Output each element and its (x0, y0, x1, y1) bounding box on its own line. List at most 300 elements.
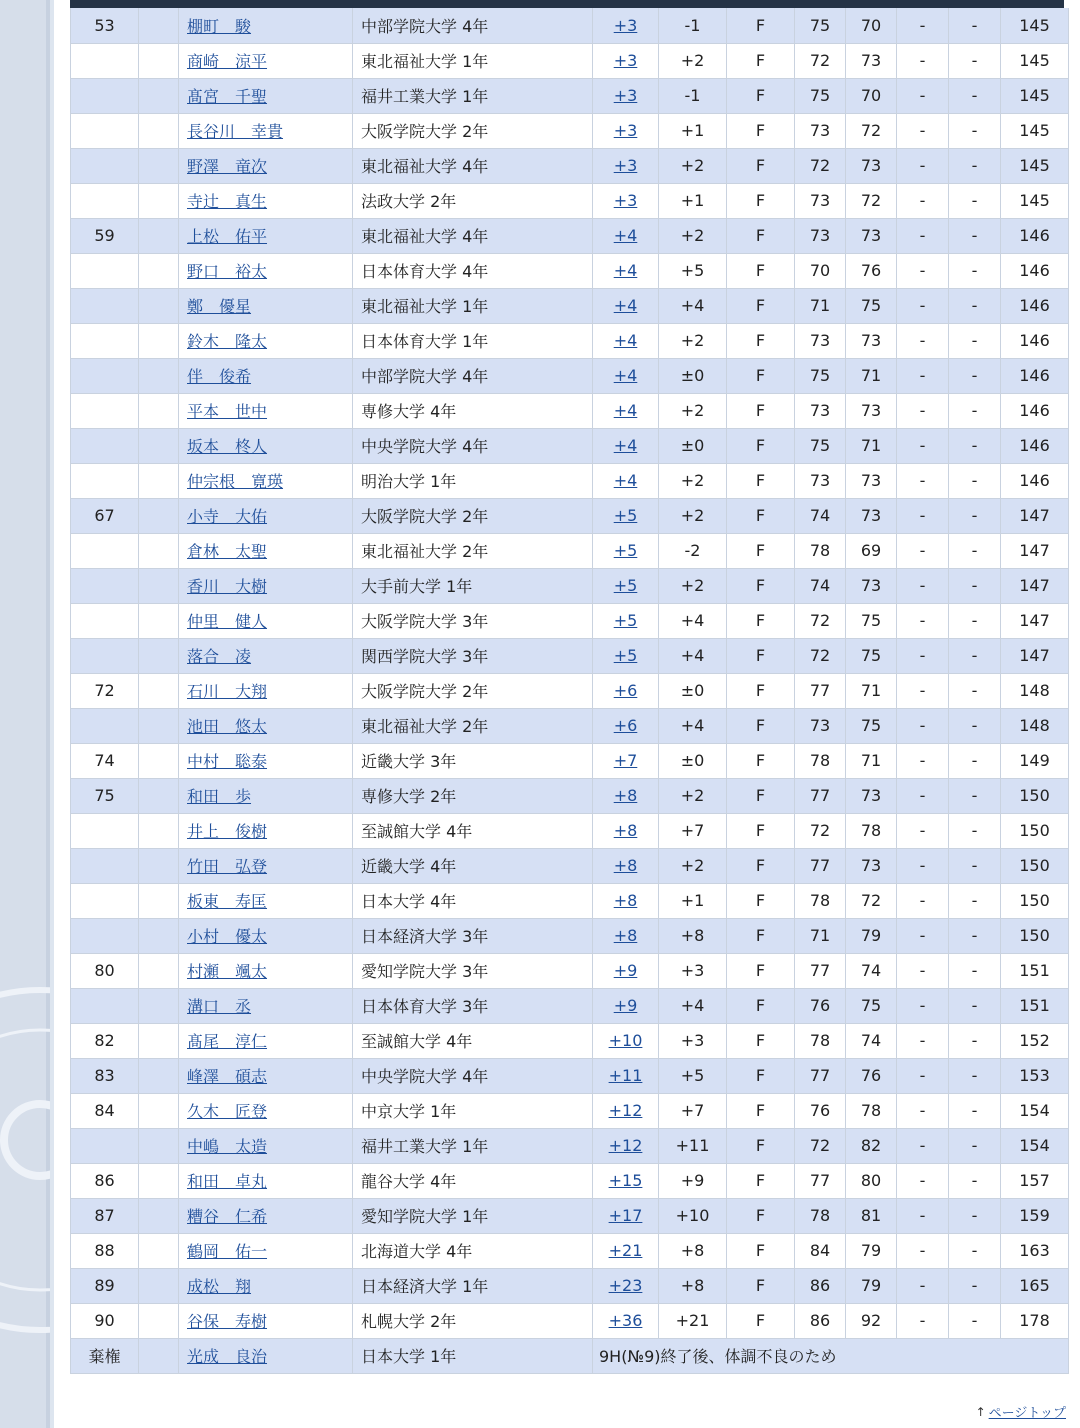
total-score-cell: 150 (1001, 848, 1069, 883)
hole-status-cell: F (727, 778, 795, 813)
total-par-cell (593, 1093, 659, 1128)
total-par-cell (593, 218, 659, 253)
score-detail-link[interactable]: +3 (613, 51, 638, 70)
table-row (71, 1198, 1069, 1233)
hole-status-cell: F (727, 1023, 795, 1058)
total-par-cell (593, 323, 659, 358)
total-par-cell (593, 1233, 659, 1268)
player-link[interactable]: 池田 悠太 (187, 717, 268, 736)
table-row (71, 323, 1069, 358)
school-cell: 東北福祉大学 2年 (353, 708, 593, 743)
rank-cell: 86 (71, 1163, 139, 1198)
score-detail-link[interactable]: +4 (613, 296, 638, 315)
table-row (71, 603, 1069, 638)
school-cell: 中央学院大学 4年 (353, 1058, 593, 1093)
total-score-cell: 146 (1001, 288, 1069, 323)
round4-score-cell: - (949, 323, 1001, 358)
round2-score-cell: 73 (846, 148, 897, 183)
name-cell (179, 253, 353, 288)
page-top-label[interactable]: ページトップ (988, 1406, 1066, 1421)
school-cell: 中部学院大学 4年 (353, 8, 593, 43)
name-cell (179, 918, 353, 953)
score-detail-link[interactable]: +36 (608, 1311, 643, 1330)
round1-score-cell: 73 (795, 463, 846, 498)
hole-status-cell: F (727, 638, 795, 673)
player-link[interactable]: 倉林 太聖 (187, 542, 268, 561)
rank-cell: 87 (71, 1198, 139, 1233)
total-score-cell: 145 (1001, 148, 1069, 183)
round4-score-cell: - (949, 638, 1001, 673)
name-cell (179, 568, 353, 603)
round1-score-cell: 78 (795, 743, 846, 778)
round2-score-cell: 70 (846, 78, 897, 113)
round-par-cell: +7 (659, 1093, 727, 1128)
player-link[interactable]: 小村 優太 (187, 927, 268, 946)
player-link[interactable]: 鶴岡 佑一 (187, 1242, 268, 1261)
name-cell (179, 603, 353, 638)
score-detail-link[interactable]: +6 (613, 716, 638, 735)
table-row (71, 708, 1069, 743)
round1-score-cell: 77 (795, 848, 846, 883)
total-par-cell (593, 988, 659, 1023)
name-cell (179, 1023, 353, 1058)
table-row (71, 1023, 1069, 1058)
total-score-cell: 159 (1001, 1198, 1069, 1233)
score-detail-link[interactable]: +4 (613, 366, 638, 385)
hole-status-cell: F (727, 1268, 795, 1303)
round2-score-cell: 81 (846, 1198, 897, 1233)
round4-score-cell: - (949, 918, 1001, 953)
total-par-cell (593, 953, 659, 988)
round2-score-cell: 92 (846, 1303, 897, 1338)
player-link[interactable]: 野口 裕太 (187, 262, 268, 281)
score-detail-link[interactable]: +10 (608, 1031, 643, 1050)
total-par-cell (593, 288, 659, 323)
round3-score-cell: - (897, 848, 949, 883)
rank-cell (71, 148, 139, 183)
blank-cell (139, 918, 179, 953)
hole-status-cell: F (727, 78, 795, 113)
player-link[interactable]: 平本 世中 (187, 402, 268, 421)
rank-cell: 67 (71, 498, 139, 533)
name-cell (179, 288, 353, 323)
round-par-cell: -1 (659, 78, 727, 113)
school-cell: 至誠館大学 4年 (353, 813, 593, 848)
hole-status-cell: F (727, 183, 795, 218)
round-par-cell: +2 (659, 568, 727, 603)
player-link[interactable]: 鈴木 隆太 (187, 332, 268, 351)
player-link[interactable]: 落合 凌 (187, 647, 252, 666)
table-row (71, 43, 1069, 78)
rank-cell (71, 638, 139, 673)
total-score-cell: 152 (1001, 1023, 1069, 1058)
player-link[interactable]: 久木 匠登 (187, 1102, 268, 1121)
hole-status-cell: F (727, 43, 795, 78)
school-cell: 中部学院大学 4年 (353, 358, 593, 393)
round-par-cell: +2 (659, 463, 727, 498)
player-link[interactable]: 仲宗根 寛瑛 (187, 472, 284, 491)
name-cell (179, 1303, 353, 1338)
total-score-cell: 145 (1001, 113, 1069, 148)
total-score-cell: 150 (1001, 813, 1069, 848)
score-detail-link[interactable]: +15 (608, 1171, 643, 1190)
round4-score-cell: - (949, 218, 1001, 253)
round2-score-cell: 71 (846, 428, 897, 463)
score-detail-link[interactable]: +3 (613, 191, 638, 210)
player-link[interactable]: 寺辻 真生 (187, 192, 268, 211)
total-par-cell (593, 638, 659, 673)
round3-score-cell: - (897, 1023, 949, 1058)
table-row (71, 1268, 1069, 1303)
round3-score-cell: - (897, 988, 949, 1023)
player-link[interactable]: 光成 良治 (187, 1347, 268, 1366)
score-detail-link[interactable]: +11 (608, 1066, 643, 1085)
score-detail-link[interactable]: +5 (613, 576, 638, 595)
hole-status-cell: F (727, 358, 795, 393)
round2-score-cell: 72 (846, 183, 897, 218)
round4-score-cell: - (949, 1093, 1001, 1128)
player-link[interactable]: 髙尾 淳仁 (187, 1032, 268, 1051)
hole-status-cell: F (727, 498, 795, 533)
school-cell: 大手前大学 1年 (353, 568, 593, 603)
hole-status-cell: F (727, 673, 795, 708)
player-link[interactable]: 髙宮 千聖 (187, 87, 268, 106)
round-par-cell: ±0 (659, 358, 727, 393)
blank-cell (139, 1338, 179, 1373)
blank-cell (139, 568, 179, 603)
total-par-cell (593, 498, 659, 533)
hole-status-cell: F (727, 1058, 795, 1093)
blank-cell (139, 1093, 179, 1128)
round2-score-cell: 72 (846, 113, 897, 148)
round2-score-cell: 75 (846, 988, 897, 1023)
round2-score-cell: 71 (846, 358, 897, 393)
player-link[interactable]: 板東 寿匡 (187, 892, 268, 911)
score-detail-link[interactable]: +9 (613, 961, 638, 980)
round-par-cell: +7 (659, 813, 727, 848)
round4-score-cell: - (949, 43, 1001, 78)
school-cell: 東北福祉大学 4年 (353, 148, 593, 183)
blank-cell (139, 498, 179, 533)
table-row (71, 148, 1069, 183)
score-detail-link[interactable]: +5 (613, 506, 638, 525)
round2-score-cell: 73 (846, 218, 897, 253)
name-cell (179, 778, 353, 813)
round3-score-cell: - (897, 673, 949, 708)
round4-score-cell: - (949, 1198, 1001, 1233)
player-link[interactable]: 村瀬 颯太 (187, 962, 268, 981)
blank-cell (139, 883, 179, 918)
total-score-cell: 146 (1001, 358, 1069, 393)
total-score-cell: 146 (1001, 428, 1069, 463)
table-row (71, 918, 1069, 953)
score-detail-link[interactable]: +3 (613, 15, 638, 35)
player-link[interactable]: 和田 卓丸 (187, 1172, 268, 1191)
round4-score-cell: - (949, 358, 1001, 393)
round2-score-cell: 69 (846, 533, 897, 568)
round1-score-cell: 74 (795, 498, 846, 533)
round-par-cell: +1 (659, 183, 727, 218)
round3-score-cell: - (897, 813, 949, 848)
player-link[interactable]: 峰澤 碩志 (187, 1067, 268, 1086)
total-par-cell (593, 78, 659, 113)
round2-score-cell: 79 (846, 1268, 897, 1303)
player-link[interactable]: 竹田 弘登 (187, 857, 268, 876)
total-score-cell: 147 (1001, 533, 1069, 568)
score-detail-link[interactable]: +17 (608, 1206, 643, 1225)
total-par-cell (593, 533, 659, 568)
round4-score-cell: - (949, 533, 1001, 568)
blank-cell (139, 1303, 179, 1338)
player-link[interactable]: 井上 俊樹 (187, 822, 268, 841)
score-detail-link[interactable]: +12 (608, 1101, 643, 1120)
round2-score-cell: 78 (846, 813, 897, 848)
round1-score-cell: 78 (795, 1023, 846, 1058)
blank-cell (139, 463, 179, 498)
name-cell (179, 1058, 353, 1093)
round3-score-cell: - (897, 743, 949, 778)
round3-score-cell: - (897, 323, 949, 358)
player-link[interactable]: 野澤 竜次 (187, 157, 268, 176)
table-header-bar (70, 0, 1064, 8)
round-par-cell: +8 (659, 918, 727, 953)
score-detail-link[interactable]: +3 (613, 156, 638, 175)
blank-cell (139, 288, 179, 323)
score-detail-link[interactable]: +8 (613, 786, 638, 805)
player-link[interactable]: 伴 俊希 (187, 367, 252, 386)
hole-status-cell: F (727, 393, 795, 428)
round1-score-cell: 78 (795, 1198, 846, 1233)
rank-cell (71, 428, 139, 463)
blank-cell (139, 1268, 179, 1303)
rank-cell: 82 (71, 1023, 139, 1058)
total-score-cell: 147 (1001, 603, 1069, 638)
table-row (71, 568, 1069, 603)
player-link[interactable]: 鄭 優星 (187, 297, 252, 316)
total-par-cell (593, 1268, 659, 1303)
round4-score-cell: - (949, 673, 1001, 708)
player-link[interactable]: 香川 大樹 (187, 577, 268, 596)
table-row (71, 113, 1069, 148)
player-link[interactable]: 棚町 駿 (187, 16, 252, 36)
round4-score-cell: - (949, 183, 1001, 218)
round4-score-cell: - (949, 988, 1001, 1023)
round-par-cell: +2 (659, 43, 727, 78)
player-link[interactable]: 仲里 健人 (187, 612, 268, 631)
table-row (71, 883, 1069, 918)
total-par-cell (593, 8, 659, 43)
round1-score-cell: 86 (795, 1268, 846, 1303)
score-detail-link[interactable]: +6 (613, 681, 638, 700)
player-link[interactable]: 小寺 大佑 (187, 507, 268, 526)
round1-score-cell: 73 (795, 708, 846, 743)
round2-score-cell: 75 (846, 288, 897, 323)
round1-score-cell: 78 (795, 883, 846, 918)
round2-score-cell: 73 (846, 568, 897, 603)
round-par-cell: ±0 (659, 743, 727, 778)
name-cell (179, 673, 353, 708)
table-row (71, 463, 1069, 498)
round4-score-cell: - (949, 78, 1001, 113)
score-detail-link[interactable]: +4 (613, 331, 638, 350)
player-link[interactable]: 商崎 涼平 (187, 52, 268, 71)
player-link[interactable]: 坂本 柊人 (187, 437, 268, 456)
player-link[interactable]: 溝口 丞 (187, 997, 252, 1016)
total-par-cell (593, 253, 659, 288)
rank-cell: 75 (71, 778, 139, 813)
score-detail-link[interactable]: +4 (613, 436, 638, 455)
school-cell: 日本大学 4年 (353, 883, 593, 918)
round3-score-cell: - (897, 148, 949, 183)
score-detail-link[interactable]: +3 (613, 121, 638, 140)
total-par-cell (593, 1128, 659, 1163)
blank-cell (139, 148, 179, 183)
round4-score-cell: - (949, 498, 1001, 533)
round-par-cell: +10 (659, 1198, 727, 1233)
player-link[interactable]: 糟谷 仁希 (187, 1207, 268, 1226)
school-cell: 日本経済大学 3年 (353, 918, 593, 953)
hole-status-cell: F (727, 848, 795, 883)
table-row (71, 358, 1069, 393)
score-detail-link[interactable]: +4 (613, 471, 638, 490)
round2-score-cell: 75 (846, 638, 897, 673)
total-par-cell (593, 743, 659, 778)
hole-status-cell: F (727, 428, 795, 463)
score-detail-link[interactable]: +9 (613, 996, 638, 1015)
round1-score-cell: 73 (795, 393, 846, 428)
total-par-cell (593, 883, 659, 918)
round-par-cell: +2 (659, 218, 727, 253)
name-cell (179, 813, 353, 848)
player-link[interactable]: 中嶋 太造 (187, 1137, 268, 1156)
hole-status-cell: F (727, 1128, 795, 1163)
leaderboard-rows (71, 8, 1069, 1338)
school-cell: 札幌大学 2年 (353, 1303, 593, 1338)
round1-score-cell: 86 (795, 1303, 846, 1338)
score-detail-link[interactable]: +3 (613, 86, 638, 105)
page-top-link[interactable] (976, 1402, 1066, 1421)
total-score-cell: 147 (1001, 568, 1069, 603)
score-detail-link[interactable]: +12 (608, 1136, 643, 1155)
score-detail-link[interactable]: +8 (613, 891, 638, 910)
score-detail-link[interactable]: +4 (613, 261, 638, 280)
round4-score-cell: - (949, 813, 1001, 848)
round4-score-cell: - (949, 113, 1001, 148)
round1-score-cell: 76 (795, 988, 846, 1023)
round-par-cell: +3 (659, 953, 727, 988)
blank-cell (139, 43, 179, 78)
hole-status-cell: F (727, 218, 795, 253)
round2-score-cell: 73 (846, 778, 897, 813)
school-cell: 大阪学院大学 2年 (353, 673, 593, 708)
school-cell: 法政大学 2年 (353, 183, 593, 218)
player-link[interactable]: 谷保 寿樹 (187, 1312, 268, 1331)
round1-score-cell: 74 (795, 568, 846, 603)
rank-cell (71, 113, 139, 148)
table-row (71, 988, 1069, 1023)
blank-cell (139, 603, 179, 638)
score-detail-link[interactable]: +8 (613, 856, 638, 875)
player-link[interactable]: 長谷川 幸貴 (187, 122, 284, 141)
blank-cell (139, 183, 179, 218)
round2-score-cell: 75 (846, 603, 897, 638)
total-par-cell (593, 113, 659, 148)
round1-score-cell: 73 (795, 183, 846, 218)
round3-score-cell: - (897, 78, 949, 113)
rank-cell: 59 (71, 218, 139, 253)
total-score-cell: 145 (1001, 78, 1069, 113)
table-row (71, 393, 1069, 428)
school-cell: 至誠館大学 4年 (353, 1023, 593, 1058)
school-cell: 専修大学 2年 (353, 778, 593, 813)
name-cell (179, 708, 353, 743)
score-detail-link[interactable]: +5 (613, 611, 638, 630)
score-detail-link[interactable]: +5 (613, 541, 638, 560)
total-score-cell: 148 (1001, 708, 1069, 743)
school-cell: 大阪学院大学 2年 (353, 113, 593, 148)
table-row (71, 1093, 1069, 1128)
score-detail-link[interactable]: +8 (613, 821, 638, 840)
round1-score-cell: 72 (795, 638, 846, 673)
round1-score-cell: 72 (795, 1128, 846, 1163)
blank-cell (139, 708, 179, 743)
total-par-cell (593, 463, 659, 498)
score-detail-link[interactable]: +23 (608, 1276, 643, 1295)
player-link[interactable]: 上松 佑平 (187, 227, 268, 246)
round2-score-cell: 79 (846, 918, 897, 953)
score-detail-link[interactable]: +4 (613, 226, 638, 245)
school-cell: 日本体育大学 4年 (353, 253, 593, 288)
round-par-cell: +3 (659, 1023, 727, 1058)
main-content (54, 0, 1080, 1428)
rank-cell: 83 (71, 1058, 139, 1093)
table-row (71, 533, 1069, 568)
school-cell: 関西学院大学 3年 (353, 638, 593, 673)
school-cell: 愛知学院大学 3年 (353, 953, 593, 988)
player-link[interactable]: 石川 大翔 (187, 682, 268, 701)
left-gutter (0, 0, 50, 1428)
round2-score-cell: 76 (846, 253, 897, 288)
round2-score-cell: 71 (846, 743, 897, 778)
name-cell (179, 883, 353, 918)
score-detail-link[interactable]: +21 (608, 1241, 643, 1260)
score-detail-link[interactable]: +4 (613, 401, 638, 420)
total-par-cell (593, 393, 659, 428)
player-link[interactable]: 中村 聡泰 (187, 752, 268, 771)
round1-score-cell: 70 (795, 253, 846, 288)
total-score-cell: 147 (1001, 638, 1069, 673)
hole-status-cell: F (727, 743, 795, 778)
player-link[interactable]: 和田 歩 (187, 787, 252, 806)
name-cell (179, 1198, 353, 1233)
table-row (71, 183, 1069, 218)
round2-score-cell: 73 (846, 848, 897, 883)
score-detail-link[interactable]: +5 (613, 646, 638, 665)
total-score-cell: 146 (1001, 393, 1069, 428)
player-link[interactable]: 成松 翔 (187, 1277, 252, 1296)
rank-cell (71, 708, 139, 743)
round3-score-cell: - (897, 358, 949, 393)
rank-cell (71, 848, 139, 883)
school-cell: 日本経済大学 1年 (353, 1268, 593, 1303)
round3-score-cell: - (897, 603, 949, 638)
score-detail-link[interactable]: +8 (613, 926, 638, 945)
round4-score-cell: - (949, 778, 1001, 813)
total-par-cell (593, 568, 659, 603)
score-detail-link[interactable]: +7 (613, 751, 638, 770)
round-par-cell: +8 (659, 1233, 727, 1268)
blank-cell (139, 848, 179, 883)
